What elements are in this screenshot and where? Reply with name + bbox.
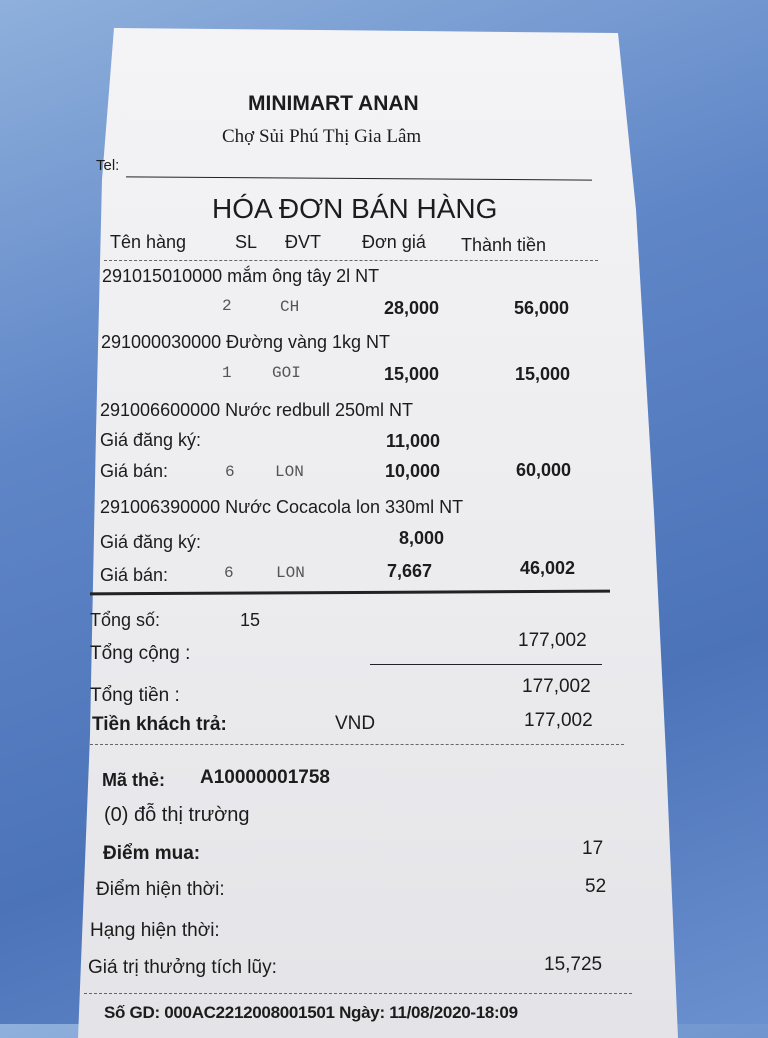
- item-unit: LON: [276, 564, 305, 582]
- subtotal-label: Tổng cộng :: [90, 643, 191, 664]
- item-name: 291006600000 Nước redbull 250ml NT: [100, 400, 414, 420]
- col-name: Tên hàng: [110, 232, 187, 252]
- total-label: Tổng tiền :: [90, 685, 180, 706]
- item-reg-price: 11,000: [386, 431, 441, 451]
- total-value: 177,002: [522, 676, 591, 697]
- paid-value: 177,002: [524, 710, 593, 731]
- item-reg-label: Giá đăng ký:: [100, 532, 202, 552]
- points-current-label: Điểm hiện thời:: [96, 879, 225, 900]
- count-value: 15: [240, 610, 261, 630]
- item-reg-price: 8,000: [399, 528, 445, 548]
- item-price: 10,000: [385, 461, 441, 481]
- store-address: Chợ Sủi Phú Thị Gia Lâm: [222, 126, 422, 147]
- card-note: (0) đỗ thị trường: [104, 804, 250, 826]
- col-price: Đơn giá: [362, 232, 426, 252]
- item-price: 28,000: [384, 298, 440, 318]
- item-unit: CH: [280, 298, 300, 316]
- summary-divider: [90, 744, 624, 745]
- item-unit: GOI: [272, 364, 301, 382]
- card-value: A10000001758: [200, 767, 330, 788]
- rank-label: Hạng hiện thời:: [90, 920, 220, 941]
- paid-currency: VND: [335, 713, 376, 734]
- col-total: Thành tiền: [461, 235, 547, 255]
- col-unit: ĐVT: [285, 232, 321, 252]
- item-sale-label: Giá bán:: [100, 565, 169, 585]
- transaction-info: Số GD: 000AC2212008001501 Ngày: 11/08/2020-18:09: [104, 1003, 518, 1022]
- item-qty: 6: [225, 463, 235, 481]
- reward-label: Giá trị thưởng tích lũy:: [88, 957, 277, 978]
- subtotal-divider: [370, 664, 602, 665]
- receipt-title: HÓA ĐƠN BÁN HÀNG: [212, 193, 498, 224]
- columns-divider: [104, 260, 598, 261]
- count-label: Tổng số:: [90, 610, 161, 630]
- points-current-value: 52: [585, 876, 607, 897]
- item-qty: 1: [222, 364, 232, 382]
- reward-value: 15,725: [544, 954, 603, 975]
- item-sale-label: Giá bán:: [100, 461, 169, 481]
- item-total: 15,000: [515, 364, 571, 384]
- item-name: 291000030000 Đường vàng 1kg NT: [101, 332, 391, 352]
- item-name: 291006390000 Nước Cocacola lon 330ml NT: [100, 497, 464, 517]
- store-name: MINIMART ANAN: [248, 92, 419, 115]
- item-total: 60,000: [516, 460, 572, 480]
- item-total: 56,000: [514, 298, 570, 318]
- paid-label: Tiền khách trả:: [92, 714, 227, 735]
- item-name: 291015010000 mắm ông tây 2l NT: [102, 266, 380, 286]
- item-qty: 6: [224, 564, 234, 582]
- item-qty: 2: [222, 297, 232, 315]
- col-qty: SL: [235, 232, 258, 252]
- item-total: 46,002: [520, 558, 576, 578]
- points-buy-value: 17: [582, 838, 604, 859]
- footer-divider: [84, 993, 632, 994]
- item-reg-label: Giá đăng ký:: [100, 430, 202, 450]
- tel-label: Tel:: [96, 157, 120, 174]
- subtotal-value: 177,002: [518, 630, 587, 651]
- item-price: 7,667: [387, 561, 433, 581]
- item-price: 15,000: [384, 364, 440, 384]
- card-label: Mã thẻ:: [102, 770, 165, 790]
- points-buy-label: Điểm mua:: [103, 843, 201, 864]
- item-unit: LON: [275, 463, 304, 481]
